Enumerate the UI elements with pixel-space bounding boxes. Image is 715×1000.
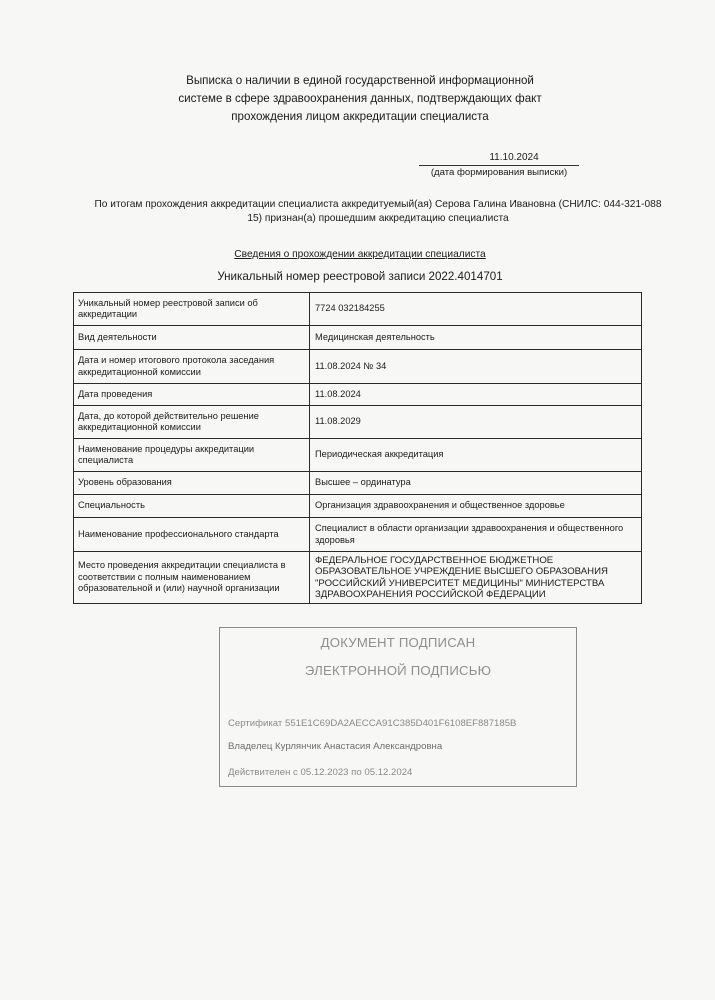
table-row	[74, 350, 642, 384]
row-label: Уровень образования	[74, 472, 310, 495]
row-value: 11.08.2024 № 34	[310, 350, 642, 384]
row-value: 11.08.2024	[310, 384, 642, 406]
stamp-validity: Действителен с 05.12.2023 по 05.12.2024	[228, 767, 413, 778]
statement-date-block	[419, 151, 579, 179]
row-value: Специалист в области организации здравоохранения и общественного здоровья	[310, 518, 642, 552]
row-value: Организация здравоохранения и общественное здоровье	[310, 495, 642, 518]
document-title	[120, 72, 600, 126]
row-value: ФЕДЕРАЛЬНОЕ ГОСУДАРСТВЕННОЕ БЮДЖЕТНОЕ ОБРАЗОВАТЕЛЬНОЕ УЧРЕЖДЕНИЕ ВЫСШЕГО ОБРАЗОВАНИЯ "РОССИЙСКИЙ УНИВЕРСИТЕТ МЕДИЦИНЫ" МИНИСТЕРСТВА ЗДРАВООХРАНЕНИЯ РОССИЙСКОЙ ФЕДЕРАЦИИ	[310, 552, 642, 604]
stamp-heading: ДОКУМЕНТ ПОДПИСАН	[320, 635, 476, 650]
accreditation-table	[73, 292, 642, 604]
row-label: Уникальный номер реестровой записи об аккредитации	[74, 293, 310, 326]
row-label: Наименование процедуры аккредитации специалиста	[74, 439, 310, 472]
title-line: Выписка о наличии в единой государственной информационной	[186, 74, 534, 87]
table-row	[74, 406, 642, 439]
intro-paragraph	[78, 198, 678, 225]
row-label: Дата проведения	[74, 384, 310, 406]
row-value: Медицинская деятельность	[310, 326, 642, 350]
stamp-certificate: Сертификат 551E1C69DA2AECCA91C385D401F6108EF887185B	[228, 718, 517, 729]
table-row	[74, 293, 642, 326]
intro-line: 15) признан(а) прошедшим аккредитацию специалиста	[247, 212, 509, 224]
row-value: Периодическая аккредитация	[310, 439, 642, 472]
row-value: 11.08.2029	[310, 406, 642, 439]
registry-number-title: Уникальный номер реестровой записи 2022.4014701	[217, 270, 503, 283]
row-value: Высшее – ординатура	[310, 472, 642, 495]
row-label: Дата и номер итогового протокола заседания аккредитационной комиссии	[74, 350, 310, 384]
title-line: прохождения лицом аккредитации специалиста	[231, 110, 489, 123]
row-label: Вид деятельности	[74, 326, 310, 350]
statement-date-caption: (дата формирования выписки)	[430, 167, 568, 178]
row-label: Специальность	[74, 495, 310, 518]
row-value: 7724 032184255	[310, 293, 642, 326]
table-row	[74, 495, 642, 518]
table-row	[74, 439, 642, 472]
stamp-owner: Владелец Курлянчик Анастасия Александровна	[228, 741, 443, 752]
row-label: Наименование профессионального стандарта	[74, 518, 310, 552]
section-title: Сведения о прохождении аккредитации специалиста	[234, 249, 486, 260]
table-row	[74, 384, 642, 406]
electronic-signature-stamp	[219, 627, 577, 787]
table-row	[74, 552, 642, 604]
stamp-subheading: ЭЛЕКТРОННОЙ ПОДПИСЬЮ	[304, 663, 492, 678]
title-line: системе в сфере здравоохранения данных, подтверждающих факт	[178, 92, 542, 105]
statement-date: 11.10.2024	[489, 152, 539, 163]
table-row	[74, 472, 642, 495]
row-label: Дата, до которой действительно решение аккредитационной комиссии	[74, 406, 310, 439]
intro-line: По итогам прохождения аккредитации специалиста аккредитуемый(ая) Серова Галина Ивановна (СНИЛС: 044-321-088	[94, 199, 662, 210]
row-label: Место проведения аккредитации специалиста в соответствии с полным наименованием образовательной и (или) научной организации	[74, 552, 310, 604]
table-row	[74, 518, 642, 552]
table-row	[74, 326, 642, 350]
